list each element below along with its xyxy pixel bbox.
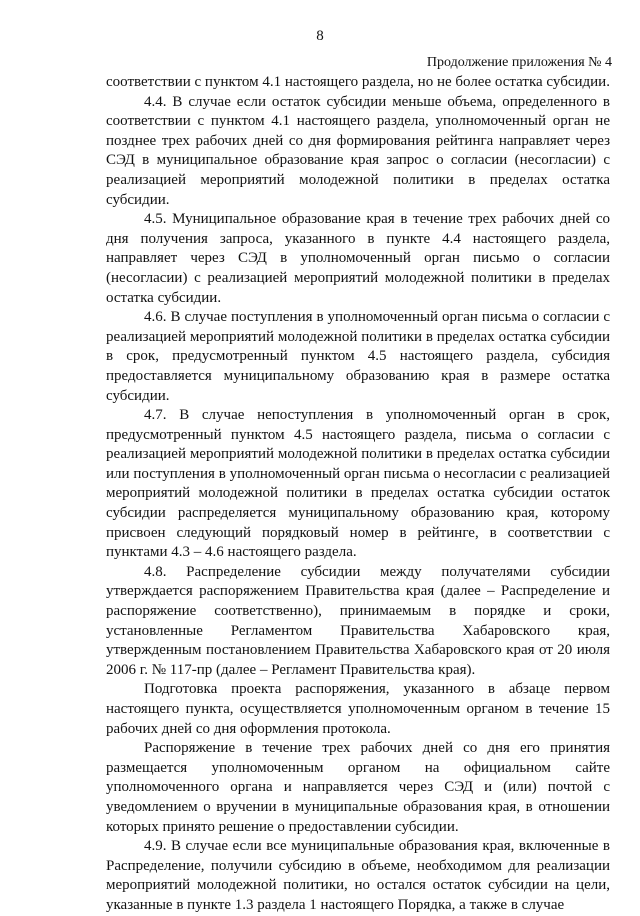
paragraph-4-4: 4.4. В случае если остаток субсидии меньше объема, определенного в соответствии с пунктом 4.1 настоящего раздела, уполномоченный орган не позднее трех рабочих дней со дня формирования рейтинга направляет через СЭД в муниципальное образование края запрос о согласии (несогласии) с реализацией мероприятий молодежной политики в пределах остатка субсидии. xyxy=(106,93,610,208)
paragraph-4-8-preparation: Подготовка проекта распоряжения, указанного в абзаце первом настоящего пункта, осуществляется уполномоченным органом в течение 15 рабочих дней со дня оформления протокола. xyxy=(106,681,610,737)
page-number: 8 xyxy=(316,28,324,44)
running-head: Продолжение приложения № 4 xyxy=(426,55,612,70)
paragraph-4-9: 4.9. В случае если все муниципальные образования края, включенные в Распределение, получили субсидию в объеме, необходимом для реализации мероприятий молодежной политики, но остался остаток субсидии на цели, указанные в пункте 1.3 раздела 1 настоящего Порядка, а также в случае xyxy=(106,838,610,913)
paragraph-4-6: 4.6. В случае поступления в уполномоченный орган письма о согласии с реализацией мероприятий молодежной политики в пределах остатка субсидии в срок, предусмотренный пунктом 4.5 настоящего раздела, субсидия предоставляется муниципальному образованию края в размере остатка субсидии. xyxy=(106,309,610,404)
paragraph-continuation: соответствии с пунктом 4.1 настоящего раздела, но не более остатка субсидии. xyxy=(106,74,610,90)
paragraph-4-7: 4.7. В случае непоступления в уполномоченный орган в срок, предусмотренный пунктом 4.5 настоящего раздела, письма о согласии с реализацией мероприятий молодежной политики в пределах остатка субсидии или поступления в уполномоченный орган письма о несогласии с реализацией мероприятий молодежной политики в пределах остатка субсидии остаток субсидии распределяется муниципальному образованию края, которому присвоен следующий порядковый номер в рейтинге, в соответствии с пунктами 4.3 – 4.6 настоящего раздела. xyxy=(106,407,610,561)
document-body xyxy=(106,73,610,916)
paragraph-4-8-publication: Распоряжение в течение трех рабочих дней со дня его принятия размещается уполномоченным органом на официальном сайте уполномоченного органа и направляется через СЭД и (или) почтой с уведомлением о вручении в муниципальные образования края, в отношении которых принято решение о предоставлении субсидии. xyxy=(106,740,610,835)
paragraph-4-5: 4.5. Муниципальное образование края в течение трех рабочих дней со дня получения запроса, указанного в пункте 4.4 настоящего раздела, направляет через СЭД в уполномоченный орган письмо о согласии (несогласии) с реализацией мероприятий молодежной политики в пределах остатка субсидии. xyxy=(106,211,610,306)
paragraph-4-8: 4.8. Распределение субсидии между получателями субсидии утверждается распоряжением Правительства края (далее – Распределение и распоряжение соответственно), принимаемым в порядке и сроки, установленные Регламентом Правительства Хабаровского края, утвержденным постановлением Правительства Хабаровского края от 20 июля 2006 г. № 117-пр (далее – Регламент Правительства края). xyxy=(106,563,610,678)
